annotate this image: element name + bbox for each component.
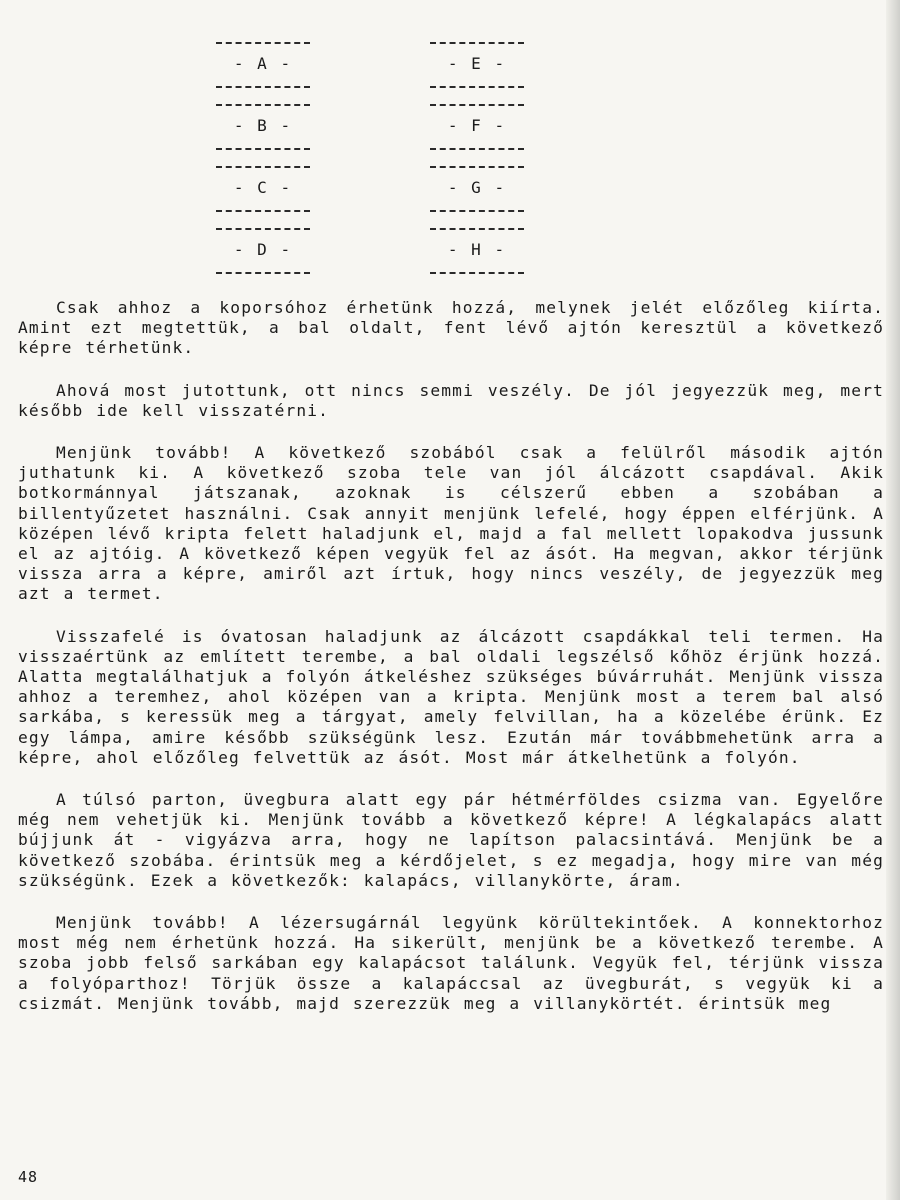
grid-column-right [422,34,532,282]
dashed-rule [216,86,310,88]
dashed-rule [216,166,310,168]
dashed-rule [430,166,524,168]
room-letter-grid [0,34,900,284]
dashed-rule [216,42,310,44]
paragraph: Ahová most jutottunk, ott nincs semmi veszély. De jól jegyezzük meg, mert később ide kell visszatérni. [18,380,884,420]
paragraph: Visszafelé is óvatosan haladjunk az álcázott csapdákkal teli termen. Ha visszaértünk az említett terembe, a bal oldali legszélső kőhöz érjünk hozzá. Alatta megtalálhatjuk a folyón átkeléshez szükséges búvárruhát. Menjünk vissza ahhoz a teremhez, ahol középen van a kripta. Menjünk most a terem bal alsó sarkába, s keressük meg a tárgyat, amely felvillan, ha a közelébe érünk. Ez egy lámpa, amire később szükségünk lesz. Ezután már továbbmehetünk arra a képre, ahol előzőleg felvettük az ásót. Most már átkelhetünk a folyón. [18,626,884,767]
grid-cell [208,220,318,282]
paragraph: Csak ahhoz a koporsóhoz érhetünk hozzá, melynek jelét előzőleg kiírta. Amint ezt megtettük, a bal oldalt, fent lévő ajtón keresztül a következő képre térhetünk. [18,298,884,358]
grid-cell-label: - F - [447,116,507,135]
grid-cell [422,96,532,158]
dashed-rule [430,86,524,88]
grid-cell-label: - G - [447,178,507,197]
dashed-rule [430,148,524,150]
dashed-rule [216,228,310,230]
dashed-rule [430,228,524,230]
page-number: 48 [18,1168,39,1186]
grid-cell [208,158,318,220]
dashed-rule [216,272,310,274]
dashed-rule [430,104,524,106]
dashed-rule [430,272,524,274]
dashed-rule [430,42,524,44]
grid-cell [208,34,318,96]
grid-cell-label: - C - [233,178,293,197]
grid-cell-label: - B - [233,116,293,135]
grid-cell-label: - A - [233,54,293,73]
paragraph: Menjünk tovább! A következő szobából csak a felülről második ajtón juthatunk ki. A következő szoba tele van jól álcázott csapdával. Akik botkormánnyal játszanak, azoknak is célszerű ebben a szobában a billentyűzetet használni. Csak annyit menjünk lefelé, hogy éppen elférjünk. A középen lévő kripta felett haladjunk el, majd a fal mellett lopakodva jussunk el az ajtóig. A következő képen vegyük fel az ásót. Ha megvan, akkor térjünk vissza arra a képre, amiről azt írtuk, hogy nincs veszély, de jegyezzük meg azt a termet. [18,443,884,604]
dashed-rule [216,210,310,212]
grid-cell [422,34,532,96]
grid-column-left [208,34,318,282]
grid-cell-label: - D - [233,240,293,259]
dashed-rule [216,104,310,106]
paragraph: Menjünk tovább! A lézersugárnál legyünk körültekintőek. A konnektorhoz most még nem érhetünk hozzá. Ha sikerült, menjünk be a következő terembe. A szoba jobb felső sarkában egy kalapácsot találunk. Vegyük fel, térjünk vissza a folyóparthoz! Törjük össze a kalapáccsal az üvegburát, s vegyük ki a csizmát. Menjünk tovább, majd szerezzük meg a villanykörtét. érintsük meg [18,913,884,1013]
grid-cell [422,158,532,220]
grid-cell [208,96,318,158]
paragraph: A túlsó parton, üvegbura alatt egy pár hétmérföldes csizma van. Egyelőre még nem vehetjük ki. Menjünk tovább a következő képre! A légkalapács alatt bújjunk át - vigyázva arra, hogy ne lapítson palacsintává. Menjünk be a következő szobába. érintsük meg a kérdőjelet, s ez megadja, hogy mire van még szükségünk. Ezek a következők: kalapács, villanykörte, áram. [18,790,884,890]
grid-cell [422,220,532,282]
dashed-rule [216,148,310,150]
dashed-rule [430,210,524,212]
walkthrough-text [18,298,884,1036]
grid-cell-label: - E - [447,54,507,73]
grid-cell-label: - H - [447,240,507,259]
